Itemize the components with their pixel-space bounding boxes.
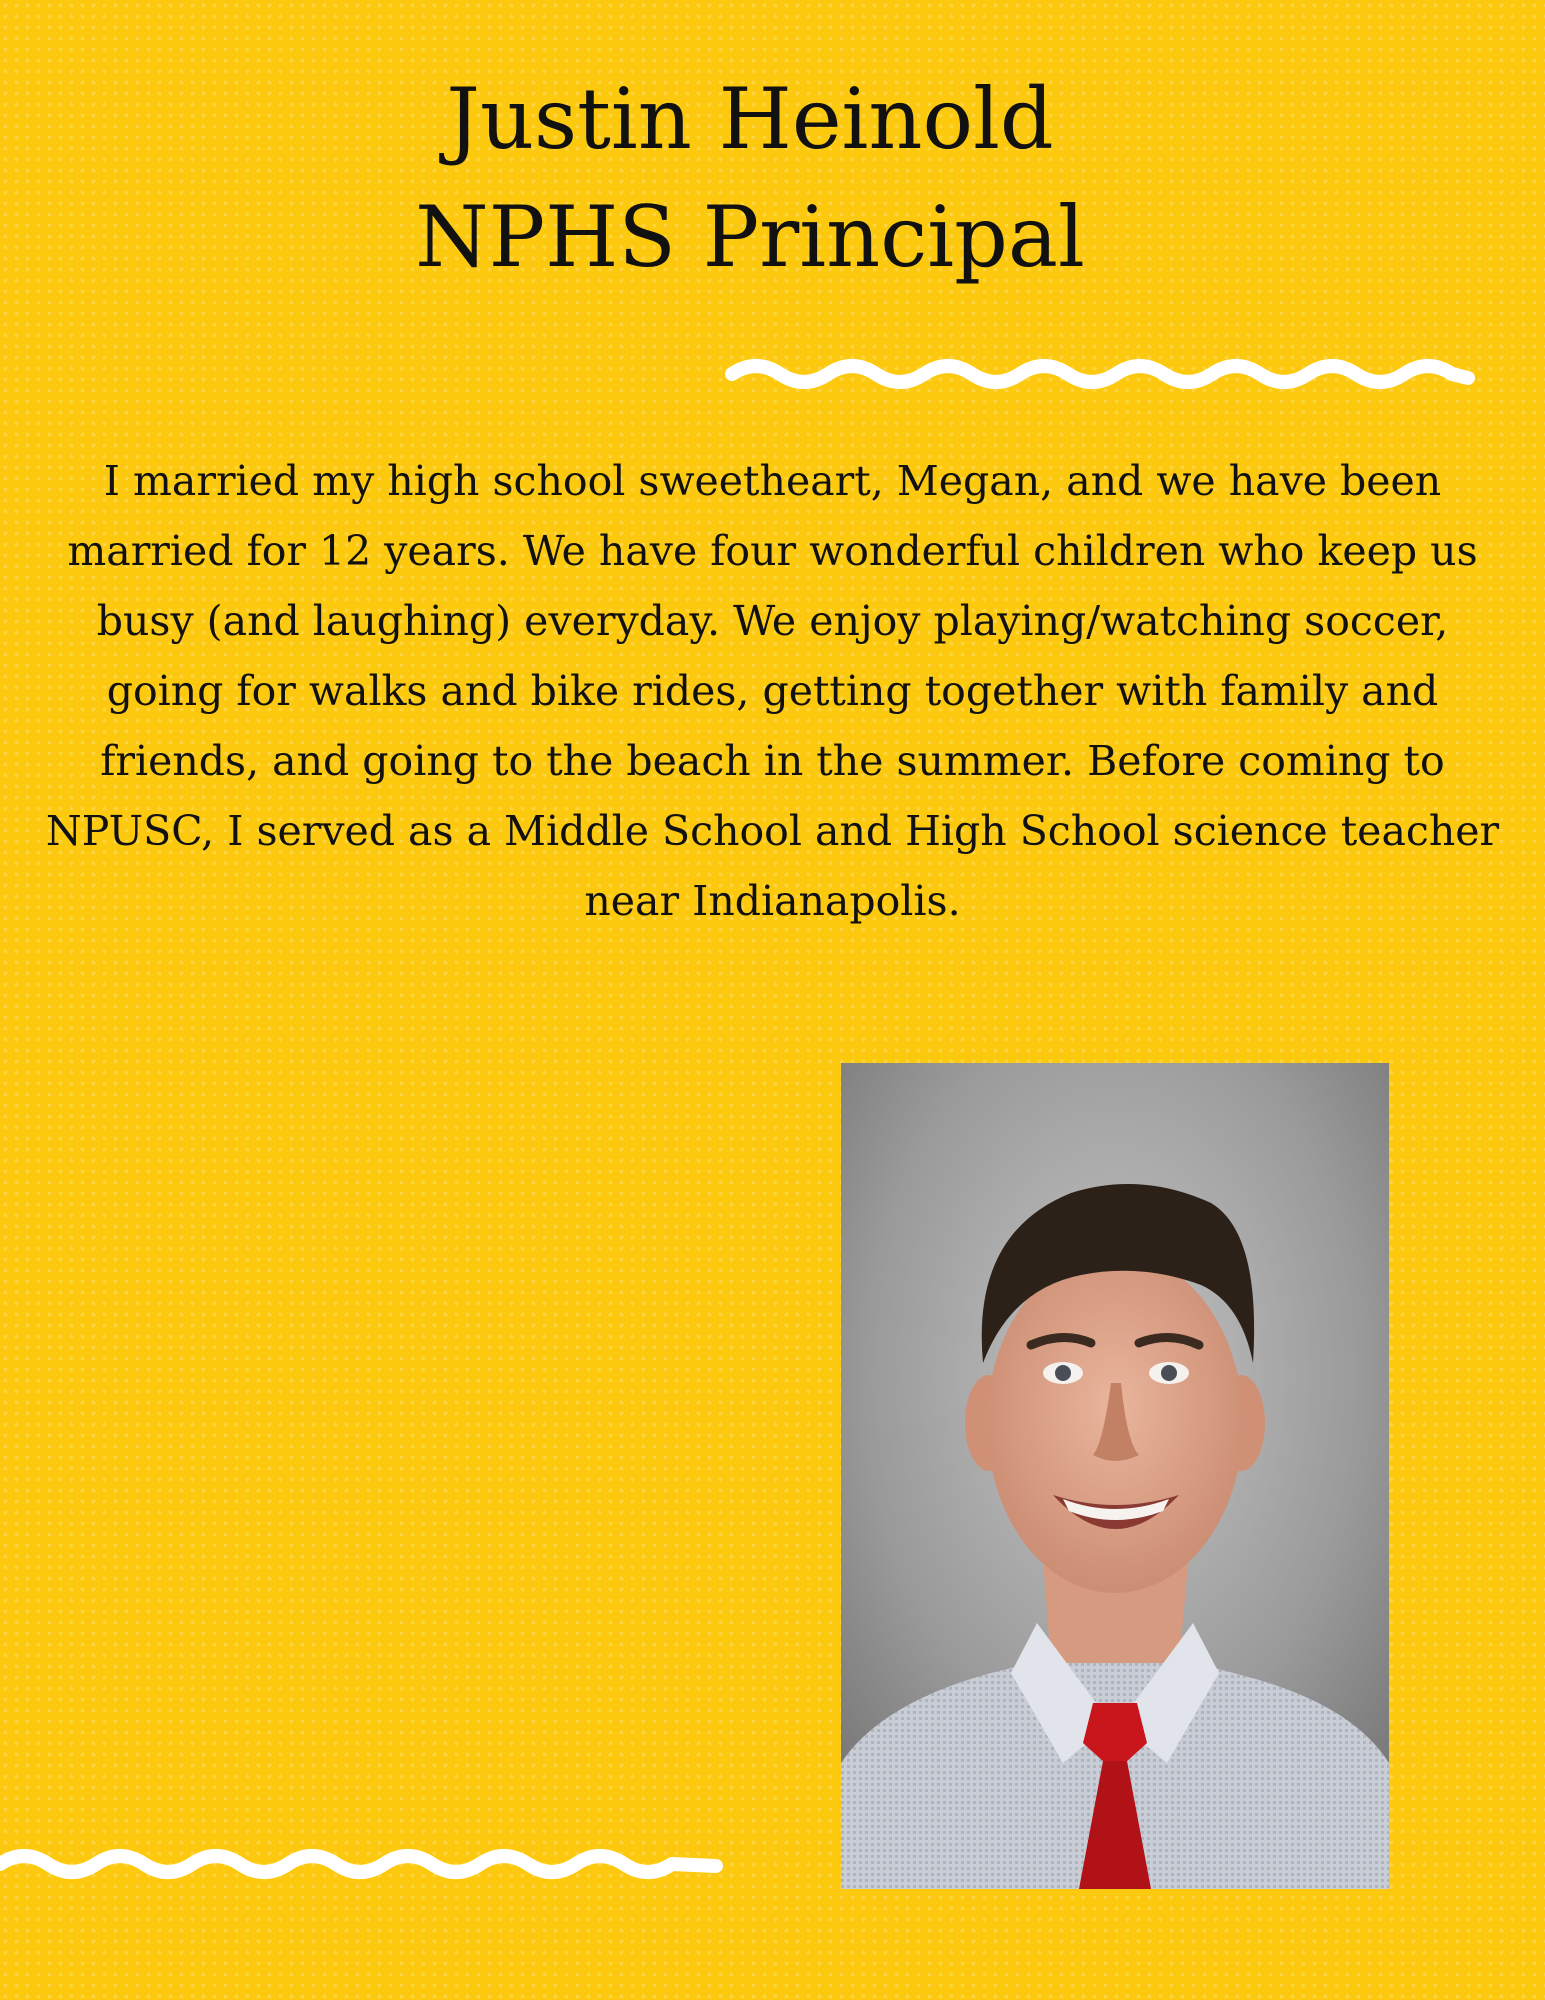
person-role: NPHS Principal bbox=[415, 188, 1085, 286]
title-block bbox=[0, 60, 1500, 296]
wavy-divider-top bbox=[720, 352, 1480, 396]
person-name: Justin Heinold bbox=[446, 70, 1054, 168]
portrait-photo bbox=[841, 1063, 1389, 1889]
wavy-divider-bottom bbox=[0, 1842, 730, 1886]
portrait-illustration bbox=[841, 1063, 1389, 1889]
bio-paragraph: I married my high school sweetheart, Megan, and we have been married for 12 years. We have four wonderful children who keep us busy (and laughing) everyday. We enjoy playing/watching soccer, going for walks and bike rides, getting together with family and friends, and going to the beach in the summer. Before coming to NPUSC, I served as a Middle School and High School science teacher near Indianapolis. bbox=[45, 457, 1500, 925]
